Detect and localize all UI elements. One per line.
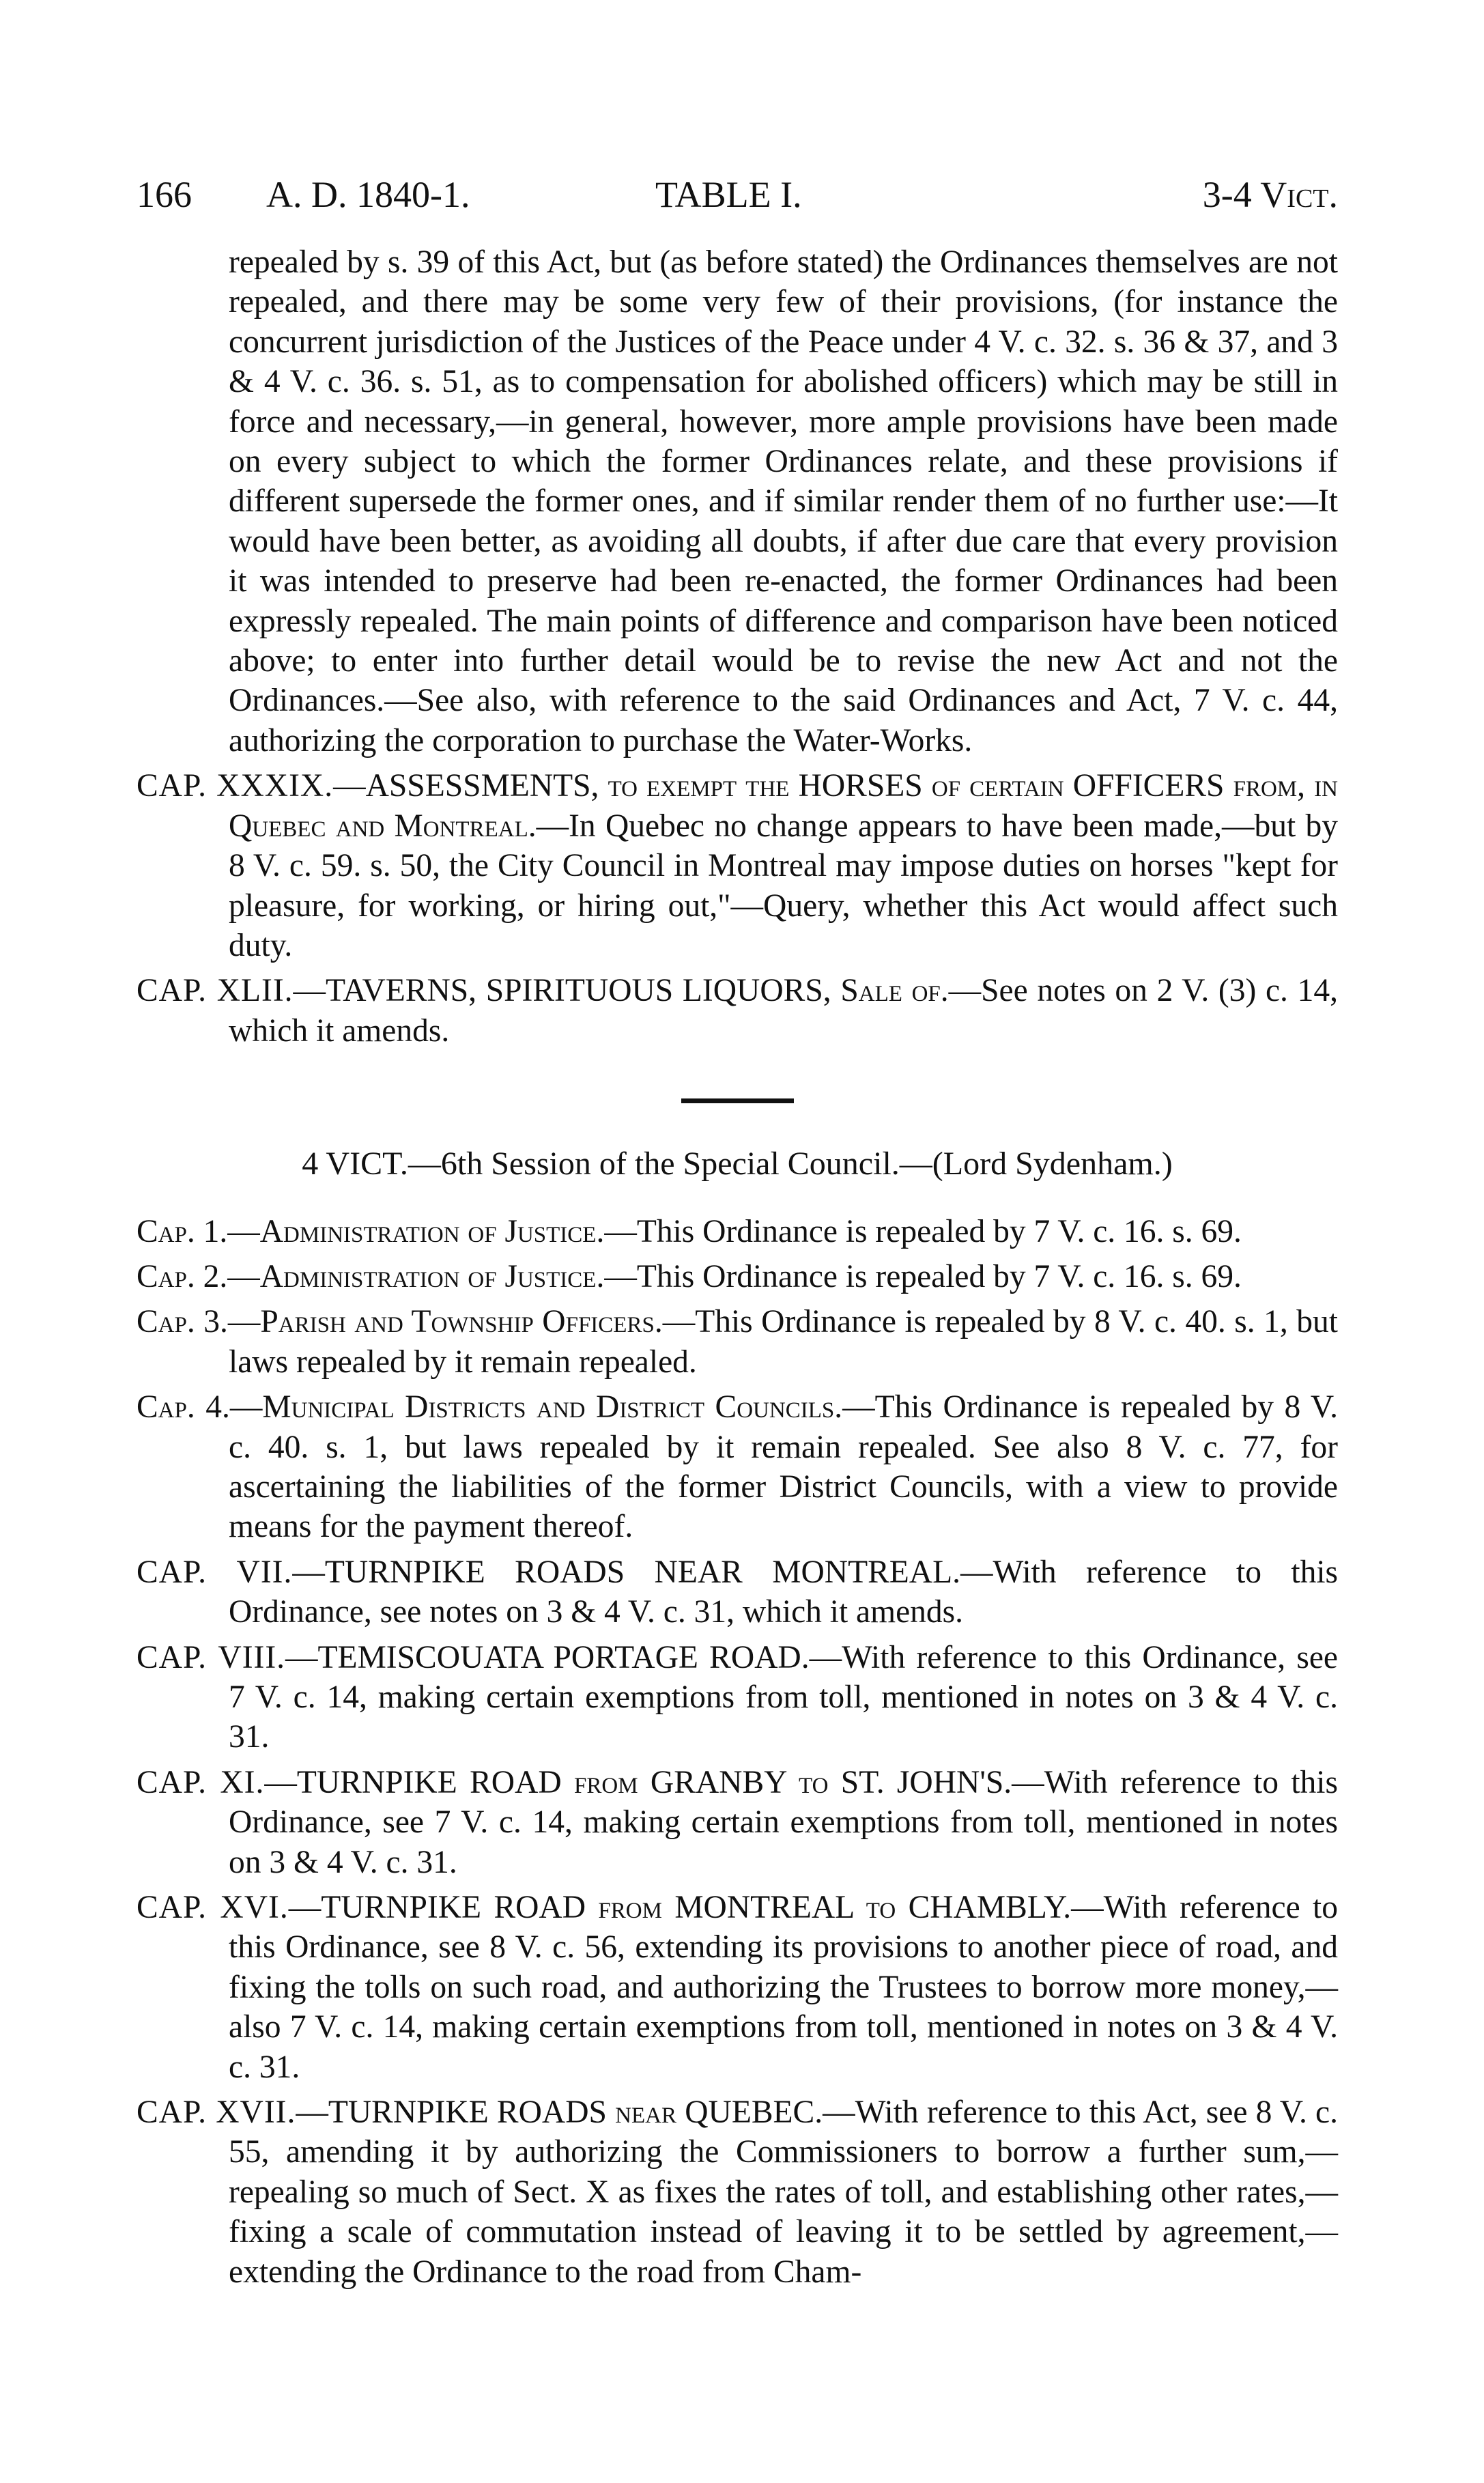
cap-title: —Administration of Justice.: [227, 1213, 605, 1249]
page-number: 166: [137, 174, 192, 215]
cap-title: —TURNPIKE ROAD from GRANBY to ST. JOHN'S.: [264, 1764, 1012, 1800]
entry-cap-42: [137, 971, 1338, 1051]
cap-title: —TAVERNS, SPIRITUOUS LIQUORS, Sale of.: [293, 973, 949, 1009]
header-reign: 3-4 Vict.: [1202, 174, 1338, 215]
cap-number: CAP. VII.: [137, 1554, 293, 1590]
cap-number: CAP. XVII.: [137, 2095, 296, 2131]
running-head: [137, 164, 1338, 225]
entry-cap-4: [137, 1387, 1338, 1547]
cap-number: CAP. VIII.: [137, 1639, 286, 1675]
cap-title: —Municipal Districts and District Councils.: [229, 1389, 843, 1425]
cap-number: CAP. XI.: [137, 1764, 265, 1800]
header-year: A. D. 1840-1.: [266, 174, 470, 215]
cap-number: Cap. 4.: [137, 1389, 230, 1425]
section-divider: [681, 1098, 794, 1103]
entry-cap-17: [137, 2092, 1338, 2292]
cap-number: CAP. XXXIX.: [137, 768, 334, 804]
cap-title: —ASSESSMENTS, to exempt the HORSES of certain OFFICERS from, in Quebec and Montreal.: [229, 768, 1339, 844]
entry-cap-8: [137, 1638, 1338, 1757]
entry-cap-1: [137, 1212, 1338, 1251]
cap-body: —This Ordinance is repealed by 7 V. c. 16. s. 69.: [604, 1213, 1242, 1249]
entry-cap-11: [137, 1763, 1338, 1882]
cap-body: —With reference to this Act, see 8 V. c. 55, amending it by authorizing the Commissioners to borrow a further sum,—repealing so much of Sect. X as fixes the rates of toll, and establishing other rates,—fixing a scale of commutation instead of leaving it to be settled by agreement,—extending the Ordinance to the road from Cham-: [229, 2095, 1338, 2290]
cap-body: —In Quebec no change appears to have been made,—but by 8 V. c. 59. s. 50, the City Council in Montreal may impose duties on horses "kept for pleasure, for working, or hiring out,"—Query, whether this Act would affect such duty.: [229, 808, 1338, 963]
entry-cap-16: [137, 1888, 1338, 2087]
cap-body: —This Ordinance is repealed by 7 V. c. 16. s. 69.: [604, 1258, 1242, 1294]
cap-title: —TURNPIKE ROAD from MONTREAL to CHAMBLY.: [288, 1890, 1072, 1926]
cap-body: —This Ordinance is repealed by 8 V. c. 40. s. 1, but laws repealed by it remain repealed. See also 8 V. c. 77, for ascertaining the liabilities of the former District Councils, with a view to provide means for the payment thereof.: [229, 1389, 1338, 1545]
cap-number: Cap. 1.: [137, 1213, 228, 1249]
cap-title: —TURNPIKE ROADS near QUEBEC.: [296, 2095, 823, 2131]
cap-body: —With reference to this Ordinance, see 7 V. c. 14, making certain exemptions from toll, mentioned in notes on 3 & 4 V. c. 31.: [229, 1764, 1338, 1880]
cap-number: Cap. 3.: [137, 1304, 228, 1340]
intro-paragraph: repealed by s. 39 of this Act, but (as before stated) the Ordinances themselves are not repealed, and there may be some very few of their provisions, (for instance the concurrent jurisdiction of the Justices of the Peace under 4 V. c. 32. s. 36 & 37, and 3 & 4 V. c. 36. s. 51, as to compensation for abolished officers) which may be still in force and necessary,—in general, however, more ample provisions have been made on every subject to which the former Ordinances relate, and these provisions if different supersede the former ones, and if similar render them of no further use:—It would have been better, as avoiding all doubts, if after due care that every provision it was intended to preserve had been re-enacted, the former Ordinances had been expressly repealed. The main points of difference and comparison have been noticed above; to enter into further detail would be to revise the new Act and not the Ordinances.—See also, with reference to the said Ordinances and Act, 7 V. c. 44, authorizing the corporation to purchase the Water-Works.: [229, 244, 1338, 758]
cap-number: CAP. XLII.: [137, 973, 294, 1009]
cap-number: CAP. XVI.: [137, 1890, 289, 1926]
header-title: TABLE I.: [655, 174, 802, 215]
cap-title: —TURNPIKE ROADS NEAR MONTREAL.: [292, 1554, 961, 1590]
cap-body: —With reference to this Ordinance, see 7 V. c. 14, making certain exemptions from toll, mentioned in notes on 3 & 4 V. c. 31.: [229, 1639, 1338, 1755]
cap-body: —With reference to this Ordinance, see notes on 3 & 4 V. c. 31, which it amends.: [229, 1554, 1338, 1630]
session-heading: 4 VICT.—6th Session of the Special Council.—(Lord Sydenham.): [302, 1146, 1173, 1182]
cap-number: Cap. 2.: [137, 1258, 228, 1294]
cap-body: —With reference to this Ordinance, see 8 V. c. 56, extending its provisions to another piece of road, and fixing the tolls on such road, and authorizing the Trustees to borrow more money,—also 7 V. c. 14, making certain exemptions from toll, mentioned in notes on 3 & 4 V. c. 31.: [229, 1890, 1339, 2085]
body-text: [137, 242, 1338, 2292]
entry-cap-7: [137, 1552, 1338, 1632]
entry-cap-3: [137, 1302, 1338, 1382]
cap-title: —Administration of Justice.: [227, 1258, 605, 1294]
cap-title: —TEMISCOUATA PORTAGE ROAD.: [285, 1639, 810, 1675]
entry-cap-39: [137, 766, 1338, 965]
cap-body: —This Ordinance is repealed by 8 V. c. 40. s. 1, but laws repealed by it remain repealed.: [229, 1304, 1338, 1380]
entry-cap-2: [137, 1257, 1338, 1296]
cap-title: —Parish and Township Officers.: [227, 1304, 663, 1340]
cap-body: —See notes on 2 V. (3) c. 14, which it amends.: [229, 973, 1339, 1049]
